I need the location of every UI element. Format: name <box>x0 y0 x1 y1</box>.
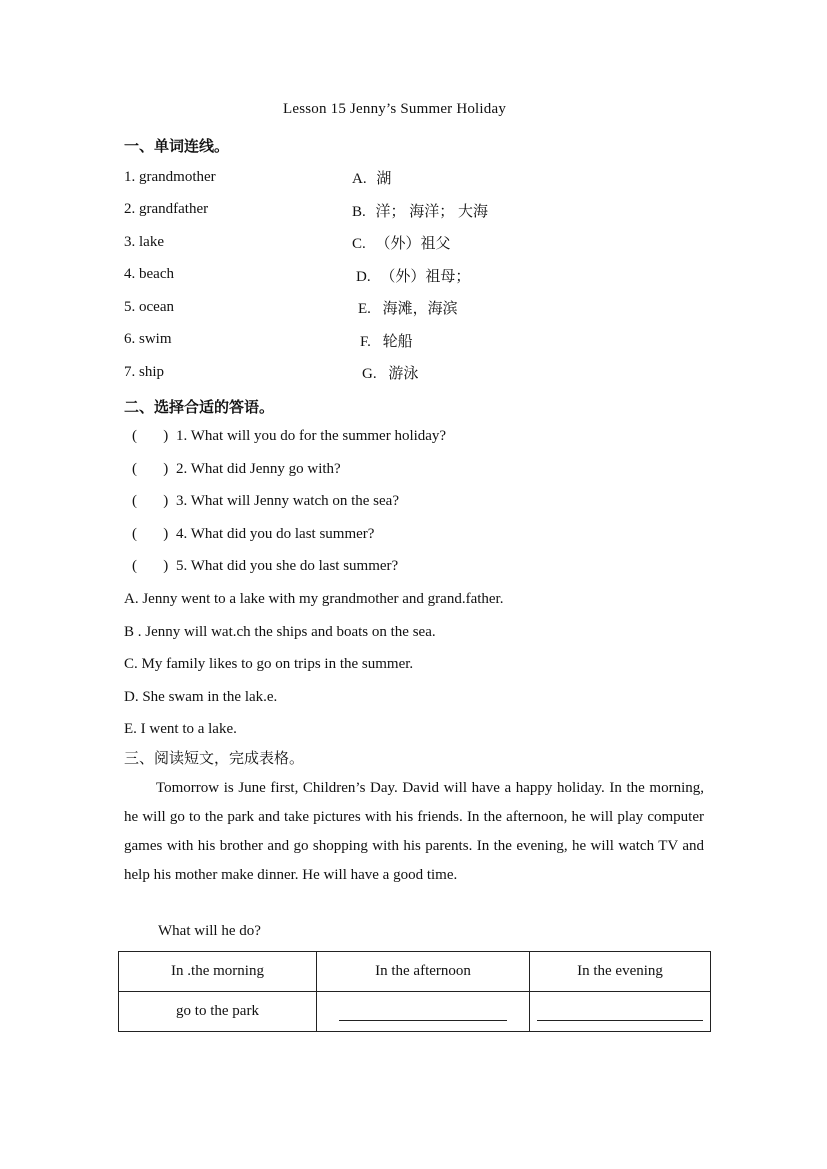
answer-bracket[interactable]: ( ) <box>132 558 169 574</box>
question-text: 4. What did you do last summer? <box>176 526 375 542</box>
meaning-text: （外）祖父 <box>375 236 451 252</box>
table-row <box>119 992 711 1032</box>
question-text: 2. What did Jenny go with? <box>176 461 341 477</box>
word-item: 7. ship <box>124 364 165 380</box>
word-item: 6. swim <box>124 331 172 347</box>
table-cell: go to the park <box>119 992 317 1032</box>
meaning-item <box>352 232 451 253</box>
passage-text: Tomorrow is June first, Children’s Day. David will have a happy holiday. In the morning, he will go to the park and take pictures with his friends. In the afternoon, he will play computer games with his brother and go shopping with his parents. In the evening, he will watch TV and help his mother make dinner. He will have a good time. <box>124 780 704 883</box>
table-header-row <box>119 952 711 992</box>
table-cell-blank[interactable] <box>317 992 530 1032</box>
answer-option: D. She swam in the lak.e. <box>124 689 278 705</box>
table-header-cell: In .the morning <box>119 952 317 992</box>
answer-option: A. Jenny went to a lake with my grandmother and grand.father. <box>124 591 504 607</box>
fill-blank-line[interactable] <box>537 1006 703 1021</box>
answer-bracket[interactable]: ( ) <box>132 428 169 444</box>
question-text: 1. What will you do for the summer holiday? <box>176 428 447 444</box>
meaning-item <box>362 362 418 383</box>
reading-passage <box>124 774 704 890</box>
table-header-cell: In the afternoon <box>317 952 530 992</box>
meaning-item <box>360 330 413 351</box>
meaning-item <box>356 265 470 286</box>
table-header-cell: In the evening <box>530 952 711 992</box>
word-item: 4. beach <box>124 266 174 282</box>
meaning-text: 轮船 <box>382 334 413 350</box>
answer-option: C. My family likes to go on trips in the summer. <box>124 656 414 672</box>
meaning-text: （外）祖母； <box>380 269 471 285</box>
answer-table <box>118 951 711 1032</box>
section2-heading: 二、选择合适的答语。 <box>124 398 275 416</box>
question-item <box>132 558 398 575</box>
table-question: What will he do? <box>158 923 261 939</box>
question-item <box>132 461 341 478</box>
question-item <box>132 526 374 543</box>
word-item: 3. lake <box>124 234 164 250</box>
word-item: 5. ocean <box>124 299 174 315</box>
meaning-text: 洋； 海洋； 大海 <box>375 204 489 220</box>
answer-bracket[interactable]: ( ) <box>132 493 169 509</box>
answer-bracket[interactable]: ( ) <box>132 461 169 477</box>
answer-option: B . Jenny will wat.ch the ships and boats on the sea. <box>124 624 436 640</box>
answer-bracket[interactable]: ( ) <box>132 526 169 542</box>
word-item: 1. grandmother <box>124 169 216 185</box>
fill-blank-line[interactable] <box>339 1006 507 1021</box>
section3-heading: 三、阅读短文，完成表格。 <box>124 749 305 767</box>
meaning-item <box>352 167 391 188</box>
table-cell-blank[interactable] <box>530 992 711 1032</box>
question-text: 5. What did you she do last summer? <box>176 558 399 574</box>
meaning-text: 海滩，海滨 <box>382 301 458 317</box>
section1-heading: 一、单词连线。 <box>124 137 230 155</box>
meaning-letter: E. <box>358 301 371 317</box>
meaning-item <box>358 297 458 318</box>
meaning-text: 湖 <box>376 171 392 187</box>
word-item: 2. grandfather <box>124 201 209 217</box>
meaning-letter: B. <box>352 204 366 220</box>
meaning-letter: C. <box>352 236 366 252</box>
meaning-letter: D. <box>356 269 371 285</box>
meaning-letter: F. <box>360 334 371 350</box>
question-item <box>132 428 446 445</box>
meaning-item <box>352 200 488 221</box>
meaning-letter: G. <box>362 366 377 382</box>
question-item <box>132 493 399 510</box>
answer-option: E. I went to a lake. <box>124 721 237 737</box>
page-title: Lesson 15 Jenny’s Summer Holiday <box>283 101 507 117</box>
meaning-text: 游泳 <box>388 366 419 382</box>
meaning-letter: A. <box>352 171 367 187</box>
question-text: 3. What will Jenny watch on the sea? <box>176 493 399 509</box>
